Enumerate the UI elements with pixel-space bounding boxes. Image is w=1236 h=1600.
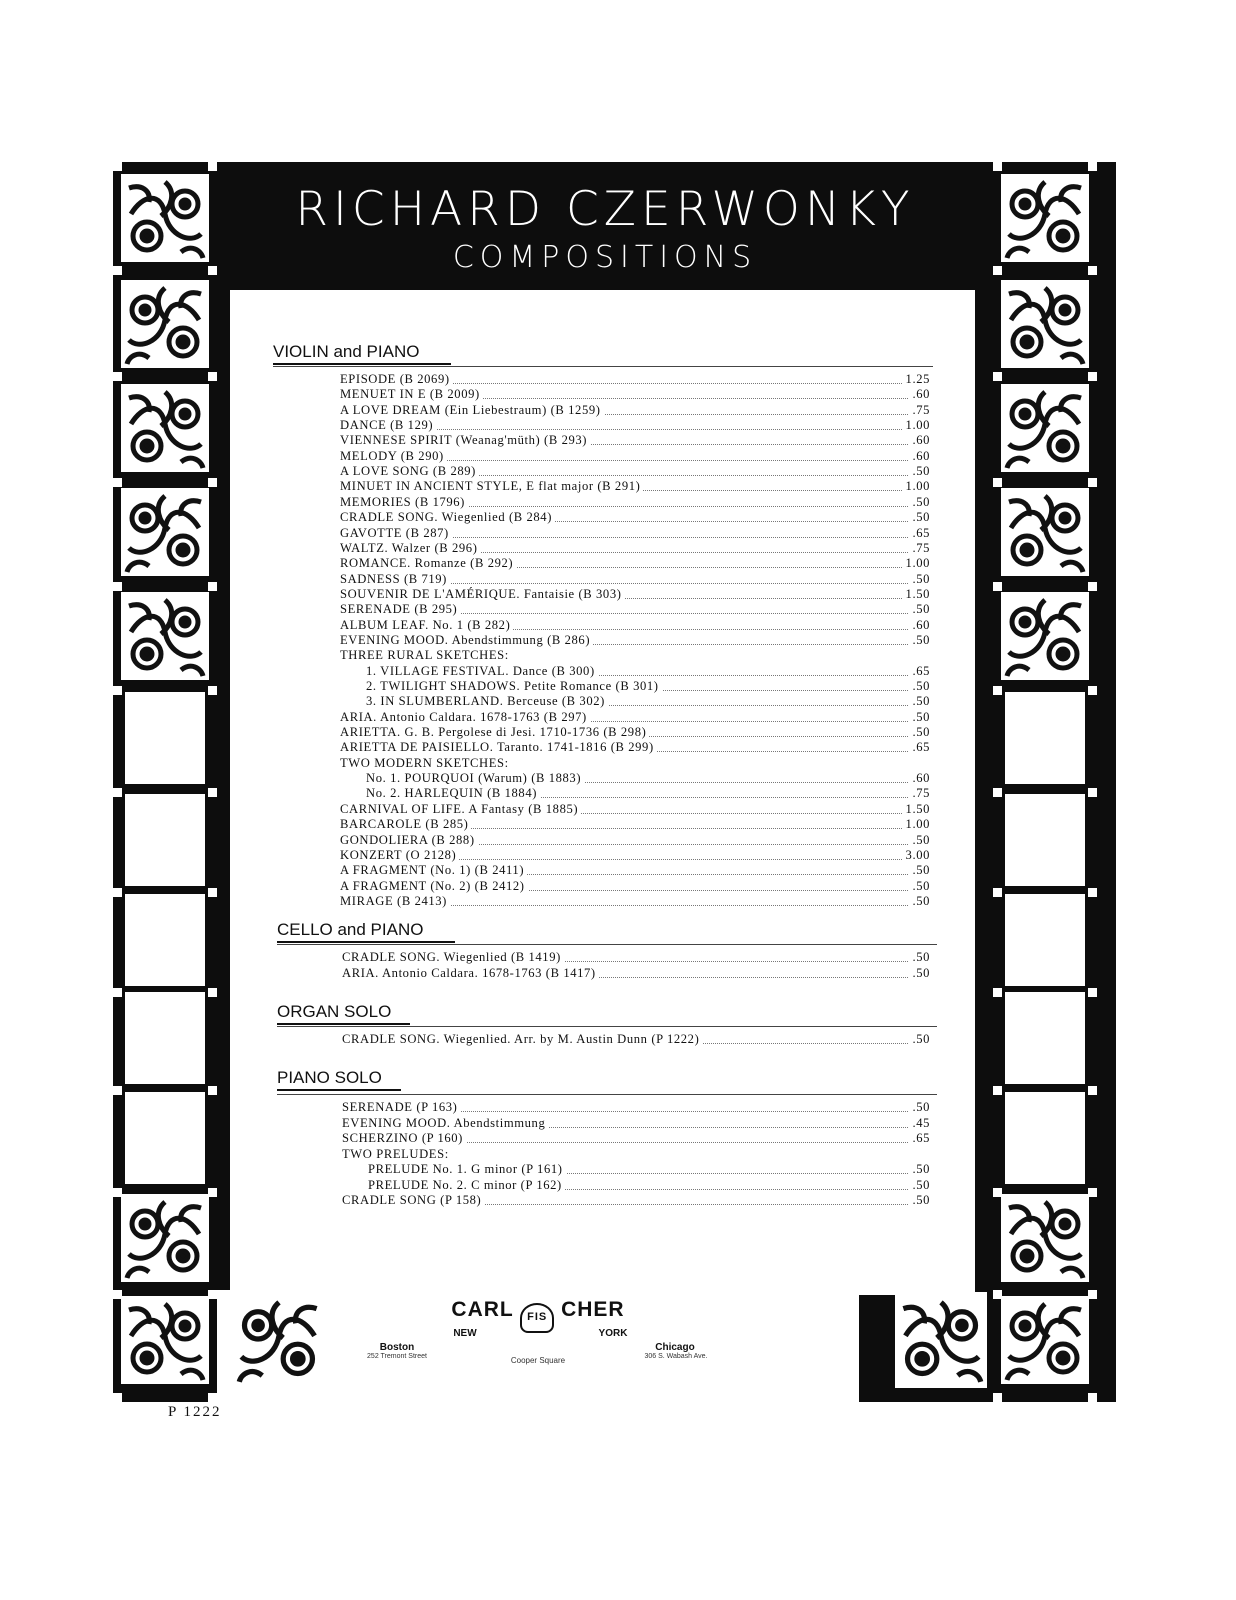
entry-title: TWO MODERN SKETCHES: <box>340 756 512 771</box>
section-rule <box>277 944 937 945</box>
entry-price: .65 <box>909 1131 930 1146</box>
entry-price: .50 <box>909 833 930 848</box>
entry-title: GAVOTTE (B 287) <box>340 526 452 541</box>
border-stud <box>113 372 122 381</box>
heading-underline <box>273 363 451 365</box>
floral-ornament-icon <box>233 1292 325 1388</box>
border-stud <box>208 1393 217 1402</box>
entry-price: .50 <box>909 1100 930 1115</box>
entry-price: 1.50 <box>903 587 930 602</box>
entry-title: CRADLE SONG. Wiegenlied (B 284) <box>340 510 555 525</box>
border-stud <box>113 1086 122 1095</box>
border-stud <box>208 478 217 487</box>
catalog-entry <box>340 602 930 617</box>
floral-ornament-icon <box>121 174 209 262</box>
catalog-entry <box>340 464 930 479</box>
entry-title: EVENING MOOD. Abendstimmung <box>342 1116 548 1131</box>
entry-price: .50 <box>909 572 930 587</box>
entry-price: .65 <box>909 526 930 541</box>
border-stud <box>993 582 1002 591</box>
catalog-entry <box>340 433 930 448</box>
catalog-entry <box>340 587 930 602</box>
catalog-entry <box>366 679 930 694</box>
blank-border-panel <box>1005 1092 1085 1184</box>
catalog-entry <box>340 526 930 541</box>
entry-title: 1. VILLAGE FESTIVAL. Dance (B 300) <box>366 664 598 679</box>
catalog-entry <box>342 1116 930 1131</box>
border-stud <box>113 582 122 591</box>
entry-price: .75 <box>909 541 930 556</box>
entry-price: .60 <box>909 449 930 464</box>
section-rule <box>277 1094 937 1095</box>
blank-border-panel <box>1005 692 1085 784</box>
imprint-cooper-square: Cooper Square <box>510 1356 566 1365</box>
blank-border-panel <box>125 1092 205 1184</box>
catalog-entry <box>340 879 930 894</box>
imprint-boston: Boston <box>379 1342 415 1353</box>
catalog-entry <box>366 694 930 709</box>
entry-price: .50 <box>909 894 930 909</box>
catalog-entry <box>340 648 930 663</box>
border-stud <box>1088 582 1097 591</box>
entry-price: 3.00 <box>903 848 930 863</box>
catalog-entry <box>342 950 930 965</box>
border-stud <box>1088 788 1097 797</box>
catalog-entry <box>340 403 930 418</box>
entry-price: .50 <box>909 863 930 878</box>
entry-title: A FRAGMENT (No. 1) (B 2411) <box>340 863 527 878</box>
border-stud <box>993 988 1002 997</box>
border-stud <box>113 478 122 487</box>
entry-price: .50 <box>909 1162 930 1177</box>
heading-underline <box>277 1023 410 1025</box>
entry-price: .50 <box>909 950 930 965</box>
border-stud <box>993 372 1002 381</box>
border-stud <box>1088 988 1097 997</box>
entry-title: VIENNESE SPIRIT (Weanag'müth) (B 293) <box>340 433 590 448</box>
border-stud <box>1088 1188 1097 1197</box>
heading-underline <box>277 1089 401 1091</box>
entry-price: .50 <box>909 679 930 694</box>
entry-price: 1.00 <box>903 418 930 433</box>
catalog-entry <box>368 1162 930 1177</box>
blank-border-panel <box>125 894 205 986</box>
border-stud <box>208 266 217 275</box>
entry-price: .60 <box>909 433 930 448</box>
entry-title: ARIA. Antonio Caldara. 1678-1763 (B 297) <box>340 710 590 725</box>
entry-title: SADNESS (B 719) <box>340 572 450 587</box>
section-heading-text: CELLO and PIANO <box>277 920 424 939</box>
floral-ornament-icon <box>121 592 209 680</box>
catalog-entry <box>340 817 930 832</box>
title-banner <box>217 162 993 288</box>
floral-ornament-icon <box>1001 1296 1089 1384</box>
entry-title: CARNIVAL OF LIFE. A Fantasy (B 1885) <box>340 802 581 817</box>
entry-price: .60 <box>909 387 930 402</box>
entry-price: .50 <box>909 602 930 617</box>
entry-title: SOUVENIR DE L'AMÉRIQUE. Fantaisie (B 303) <box>340 587 625 602</box>
floral-ornament-icon <box>1001 1194 1089 1282</box>
entry-price: 1.25 <box>903 372 930 387</box>
border-stud <box>1088 162 1097 171</box>
border-stud <box>208 888 217 897</box>
border-stud <box>113 686 122 695</box>
catalog-entry <box>340 556 930 571</box>
entry-price: 1.00 <box>903 556 930 571</box>
catalog-entry <box>342 1147 930 1162</box>
entry-price: .50 <box>909 1032 930 1047</box>
entry-price: .50 <box>909 464 930 479</box>
blank-border-panel <box>125 692 205 784</box>
border-stud <box>1088 478 1097 487</box>
section-rule <box>277 1026 937 1027</box>
floral-ornament-icon <box>1001 488 1089 576</box>
entry-price: .60 <box>909 618 930 633</box>
entry-title: 3. IN SLUMBERLAND. Berceuse (B 302) <box>366 694 608 709</box>
border-stud <box>1088 888 1097 897</box>
border-stud <box>1088 1290 1097 1299</box>
entry-title: No. 1. POURQUOI (Warum) (B 1883) <box>366 771 584 786</box>
catalog-entry <box>340 449 930 464</box>
plate-number: P 1222 <box>168 1404 222 1420</box>
entry-price: .50 <box>909 510 930 525</box>
entry-price: .75 <box>909 786 930 801</box>
entry-title: A LOVE SONG (B 289) <box>340 464 479 479</box>
border-stud <box>993 478 1002 487</box>
entry-title: ALBUM LEAF. No. 1 (B 282) <box>340 618 513 633</box>
entry-price: .50 <box>909 694 930 709</box>
imprint-boston-address: 252 Tremont Street <box>367 1353 427 1360</box>
entry-title: No. 2. HARLEQUIN (B 1884) <box>366 786 540 801</box>
floral-ornament-icon <box>1001 174 1089 262</box>
entry-title: CRADLE SONG. Wiegenlied (B 1419) <box>342 950 564 965</box>
entry-title: MINUET IN ANCIENT STYLE, E flat major (B 291) <box>340 479 643 494</box>
catalog-entry <box>342 1100 930 1115</box>
border-stud <box>993 788 1002 797</box>
border-stud <box>208 788 217 797</box>
entry-title: EPISODE (B 2069) <box>340 372 453 387</box>
entry-title: CRADLE SONG. Wiegenlied. Arr. by M. Austin Dunn (P 1222) <box>342 1032 702 1047</box>
blank-border-panel <box>125 992 205 1084</box>
entry-title: A LOVE DREAM (Ein Liebestraum) (B 1259) <box>340 403 604 418</box>
border-stud <box>208 1290 217 1299</box>
border-stud <box>208 1086 217 1095</box>
entry-title: PRELUDE No. 2. C minor (P 162) <box>368 1178 565 1193</box>
right-ornament-column <box>993 162 1097 1402</box>
catalog-entry <box>340 418 930 433</box>
entry-price: .50 <box>909 966 930 981</box>
border-stud <box>1088 1086 1097 1095</box>
entry-price: .50 <box>909 710 930 725</box>
imprint-york: YORK <box>598 1328 628 1339</box>
entry-title: KONZERT (O 2128) <box>340 848 459 863</box>
catalog-entry <box>340 387 930 402</box>
entry-price: 1.00 <box>903 817 930 832</box>
catalog-entry <box>340 756 930 771</box>
catalog-entry <box>340 894 930 909</box>
border-stud <box>208 988 217 997</box>
catalog-entry <box>340 633 930 648</box>
entry-title: BARCAROLE (B 285) <box>340 817 471 832</box>
entry-price: .60 <box>909 771 930 786</box>
catalog-entry <box>366 786 930 801</box>
catalog-entry <box>340 372 930 387</box>
catalog-entry <box>340 833 930 848</box>
catalog-entry <box>340 541 930 556</box>
catalog-entry <box>366 664 930 679</box>
border-stud <box>1088 372 1097 381</box>
section-heading-violin <box>273 342 419 362</box>
entry-price: .50 <box>909 725 930 740</box>
floral-ornament-icon <box>895 1292 987 1388</box>
entry-price: .45 <box>909 1116 930 1131</box>
entry-title: ROMANCE. Romanze (B 292) <box>340 556 516 571</box>
entry-title: ARIETTA. G. B. Pergolese di Jesi. 1710-1736 (B 298) <box>340 725 649 740</box>
entry-title: MELODY (B 290) <box>340 449 447 464</box>
entry-title: SCHERZINO (P 160) <box>342 1131 466 1146</box>
page-subtitle: COMPOSITIONS <box>452 240 758 275</box>
catalog-entry <box>342 1193 930 1208</box>
section-heading-cello <box>277 920 423 940</box>
catalog-entry <box>342 966 930 981</box>
entry-title: THREE RURAL SKETCHES: <box>340 648 512 663</box>
publisher-emblem: FIS <box>520 1303 554 1333</box>
border-stud <box>113 266 122 275</box>
entry-title: DANCE (B 129) <box>340 418 436 433</box>
border-stud <box>113 1393 122 1402</box>
border-stud <box>208 1188 217 1197</box>
entry-title: SERENADE (B 295) <box>340 602 460 617</box>
blank-border-panel <box>1005 794 1085 886</box>
entry-price: .65 <box>909 740 930 755</box>
entry-title: CRADLE SONG (P 158) <box>342 1193 484 1208</box>
entry-title: ARIA. Antonio Caldara. 1678-1763 (B 1417) <box>342 966 599 981</box>
imprint-chicago: Chicago <box>655 1342 695 1353</box>
border-stud <box>208 372 217 381</box>
border-stud <box>208 582 217 591</box>
floral-ornament-icon <box>121 1194 209 1282</box>
entry-price: 1.50 <box>903 802 930 817</box>
blank-border-panel <box>125 794 205 886</box>
border-stud <box>113 888 122 897</box>
border-stud <box>993 888 1002 897</box>
entry-title: 2. TWILIGHT SHADOWS. Petite Romance (B 301) <box>366 679 662 694</box>
entry-price: .50 <box>909 1193 930 1208</box>
catalog-entry <box>340 710 930 725</box>
border-stud <box>1088 1393 1097 1402</box>
floral-ornament-icon <box>121 488 209 576</box>
border-stud <box>113 162 122 171</box>
entry-title: A FRAGMENT (No. 2) (B 2412) <box>340 879 528 894</box>
composer-name: RICHARD CZERWONKY <box>295 182 915 237</box>
entry-title: GONDOLIERA (B 288) <box>340 833 478 848</box>
catalog-entry <box>366 771 930 786</box>
border-stud <box>208 162 217 171</box>
section-heading-text: VIOLIN and PIANO <box>273 342 420 361</box>
blank-border-panel <box>1005 992 1085 1084</box>
catalog-entry <box>340 740 930 755</box>
catalog-entry <box>342 1131 930 1146</box>
floral-ornament-icon <box>1001 280 1089 368</box>
heading-underline <box>277 941 455 943</box>
section-rule <box>273 366 933 367</box>
border-stud <box>993 686 1002 695</box>
catalog-entry <box>340 848 930 863</box>
entry-title: WALTZ. Walzer (B 296) <box>340 541 481 556</box>
catalog-entry <box>340 572 930 587</box>
entry-price: .50 <box>909 1178 930 1193</box>
border-stud <box>993 1393 1002 1402</box>
section-heading-text: PIANO SOLO <box>277 1068 382 1087</box>
floral-ornament-icon <box>1001 592 1089 680</box>
entry-title: MEMORIES (B 1796) <box>340 495 468 510</box>
border-stud <box>113 788 122 797</box>
border-stud <box>993 1086 1002 1095</box>
catalog-panel <box>230 290 975 1295</box>
border-stud <box>208 686 217 695</box>
catalog-entry <box>368 1178 930 1193</box>
entry-price: 1.00 <box>903 479 930 494</box>
entry-title: PRELUDE No. 1. G minor (P 161) <box>368 1162 566 1177</box>
entry-price: .65 <box>909 664 930 679</box>
border-stud <box>1088 686 1097 695</box>
entry-title: SERENADE (P 163) <box>342 1100 460 1115</box>
left-ornament-column <box>113 162 217 1402</box>
catalog-entry <box>340 725 930 740</box>
section-heading-text: ORGAN SOLO <box>277 1002 392 1021</box>
catalog-entry <box>340 802 930 817</box>
catalog-entry <box>342 1032 930 1047</box>
border-stud <box>113 988 122 997</box>
catalog-entry <box>340 479 930 494</box>
catalog-entry <box>340 495 930 510</box>
border-stud <box>993 266 1002 275</box>
entry-title: TWO PRELUDES: <box>342 1147 452 1162</box>
entry-price: .75 <box>909 403 930 418</box>
section-heading-piano <box>277 1068 382 1088</box>
catalog-entry <box>340 863 930 878</box>
catalog-entry <box>340 510 930 525</box>
publisher-name-left: CARL <box>451 1298 514 1321</box>
imprint-chicago-address: 306 S. Wabash Ave. <box>644 1353 708 1360</box>
floral-ornament-icon <box>121 1296 209 1384</box>
entry-title: MIRAGE (B 2413) <box>340 894 450 909</box>
section-heading-organ <box>277 1002 391 1022</box>
border-stud <box>1088 266 1097 275</box>
imprint-new: NEW <box>453 1328 477 1339</box>
entry-price: .50 <box>909 633 930 648</box>
publisher-name-right: CHER <box>561 1298 625 1321</box>
floral-ornament-icon <box>121 384 209 472</box>
floral-ornament-icon <box>121 280 209 368</box>
entry-title: EVENING MOOD. Abendstimmung (B 286) <box>340 633 593 648</box>
entry-title: MENUET IN E (B 2009) <box>340 387 483 402</box>
entry-price: .50 <box>909 495 930 510</box>
entry-title: ARIETTA DE PAISIELLO. Taranto. 1741-1816 (B 299) <box>340 740 657 755</box>
entry-price: .50 <box>909 879 930 894</box>
border-stud <box>993 162 1002 171</box>
catalog-entry <box>340 618 930 633</box>
blank-border-panel <box>1005 894 1085 986</box>
floral-ornament-icon <box>1001 384 1089 472</box>
